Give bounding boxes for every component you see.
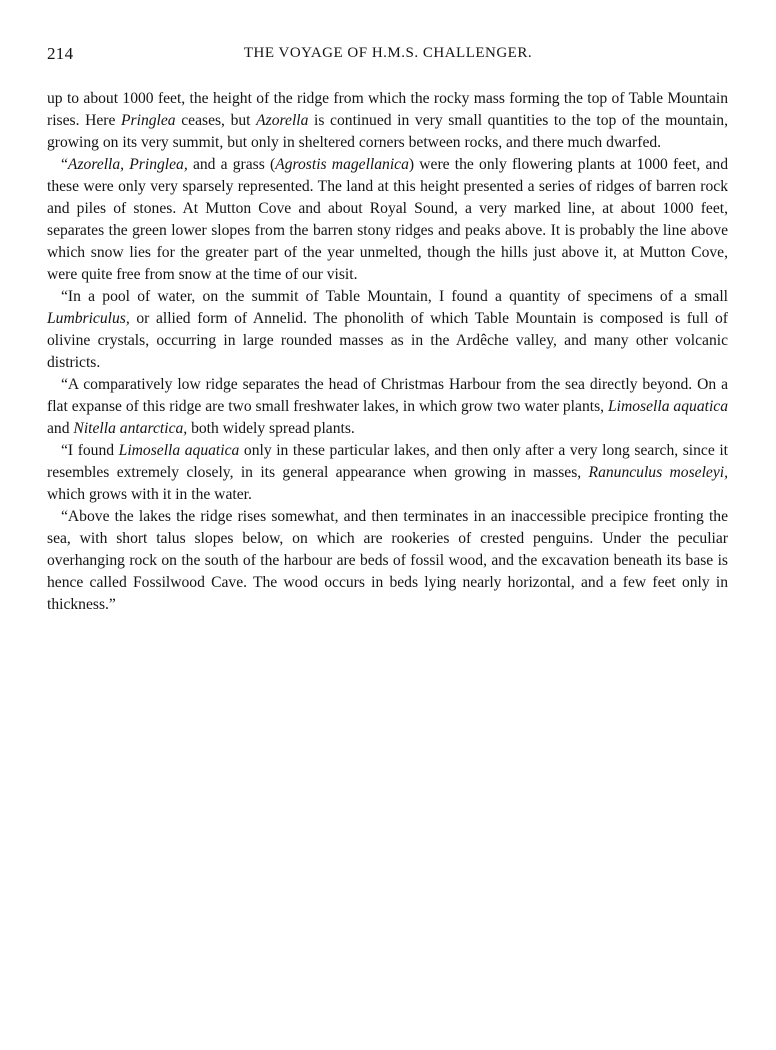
- text-run: is continued in very small quantities to the top of the mountain, growing on its very summit, but only in sheltered corners between rocks, and there much dwarfed.: [47, 112, 729, 151]
- text-run: both widely spread plants.: [187, 420, 355, 437]
- italic-text: Azorella: [256, 112, 309, 129]
- text-run: up to about 1000 feet, the height of the ridge from which the rocky mass forming the top of Table Mountain rises. Here: [47, 90, 728, 129]
- text-run: “In a pool of water, on the summit of Table Mountain, I found a quantity of specimens of a small: [61, 288, 728, 305]
- text-run: “I found: [61, 442, 119, 459]
- text-run: and: [47, 420, 74, 437]
- text-run: ceases, but: [175, 112, 257, 129]
- text-run: only in these particular lakes, and then only after a very long search, since it resembles extremely closely, in its general appearance when growing in masses,: [47, 442, 728, 481]
- page-header: [47, 44, 729, 68]
- italic-text: Azorella, Pringlea,: [67, 156, 188, 173]
- italic-text: Agrostis magellanica: [275, 156, 409, 173]
- text-run: which grows with it in the water.: [47, 486, 252, 503]
- paragraph: [47, 154, 728, 286]
- paragraph: [47, 374, 728, 440]
- text-run: “Above the lakes the ridge rises somewhat, and then terminates in an inaccessible precipice fronting the sea, with short talus slopes below, on which are rookeries of crested penguins. Under the peculiar overhanging rock on the south of the harbour are beds of fossil wood, and the excavation beneath its base is hence called Fossilwood Cave. The wood occurs in beds lying nearly horizontal, and a few feet only in thickness.”: [47, 508, 728, 613]
- italic-text: Limosella aquatica: [607, 398, 729, 415]
- running-title: THE VOYAGE OF H.M.S. CHALLENGER.: [243, 45, 533, 61]
- italic-text: Nitella antarctica,: [73, 420, 188, 437]
- text-run: ) were the only flowering plants at 1000 feet, and these were only very sparsely represented. The land at this height presented a series of ridges of barren rock and piles of stones. At Mutton Cove and about Royal Sound, a very marked line, at about 1000 feet, separates the green lower slopes from the barren stony ridges and peaks above. It is probably the line above which snow lies for the greater part of the year unmelted, though the hills just above it, at Mutton Cove, were quite free from snow at the time of our visit.: [47, 156, 728, 283]
- text-run: and a grass (: [187, 156, 276, 173]
- page-number: 214: [47, 44, 74, 63]
- italic-text: Lumbriculus,: [47, 310, 130, 327]
- paragraph: [47, 440, 728, 506]
- paragraph: [47, 88, 728, 154]
- body-text: [47, 88, 728, 616]
- text-run: “A comparatively low ridge separates the head of Christmas Harbour from the sea directly beyond. On a flat expanse of this ridge are two small freshwater lakes, in which grow two water plants,: [47, 376, 728, 415]
- paragraph: [47, 286, 728, 374]
- text-run: “: [61, 156, 68, 173]
- italic-text: Ranunculus moseleyi,: [588, 464, 728, 481]
- italic-text: Pringlea: [121, 112, 176, 129]
- italic-text: Limosella aquatica: [118, 442, 240, 459]
- paragraph: [47, 506, 728, 616]
- text-run: or allied form of Annelid. The phonolith of which Table Mountain is composed is full of olivine crystals, occurring in large rounded masses as in the Ardêche valley, and many other volcanic districts.: [47, 310, 728, 371]
